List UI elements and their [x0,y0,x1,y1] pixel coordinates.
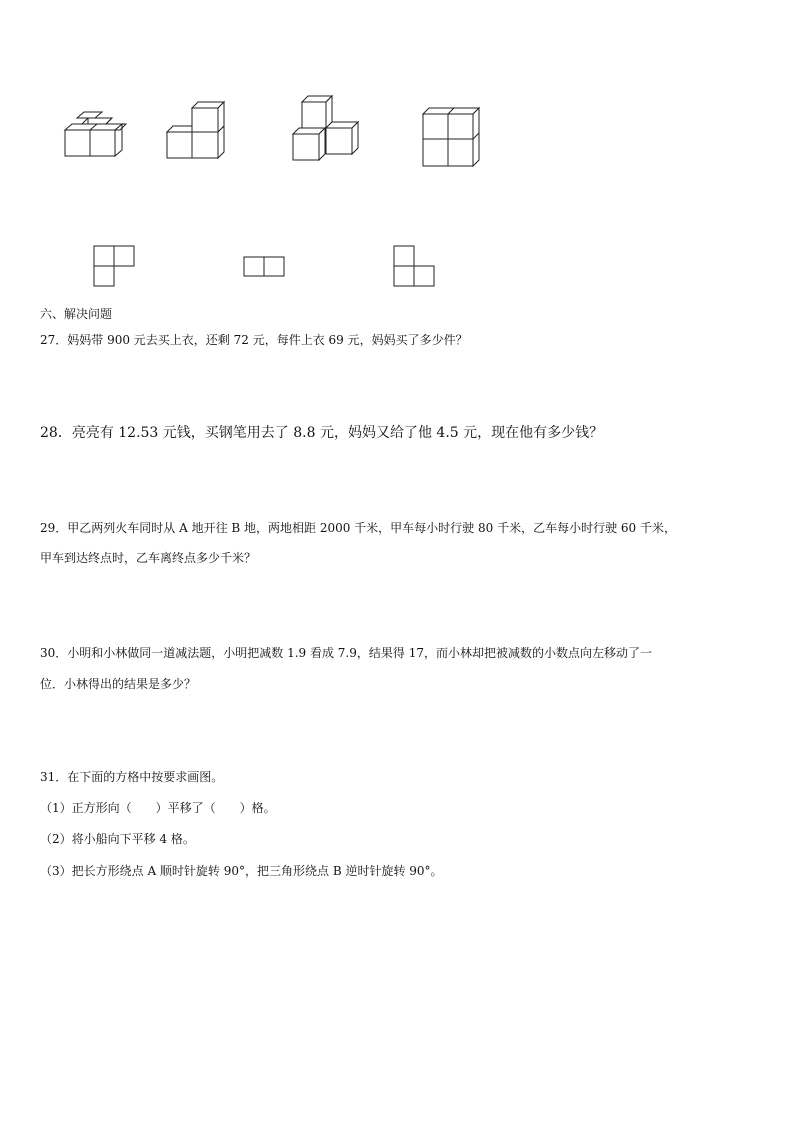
view-figure-2 [243,256,287,278]
view-figure-1 [93,245,137,287]
question-30-line-2: 位．小林得出的结果是多少？ [40,677,197,691]
question-31-sub-1: （1）正方形向（ ）平移了（ ）格。 [40,801,276,815]
question-29 [40,519,676,567]
question-30 [40,644,652,693]
question-29-line-1: 29．甲乙两列火车同时从 A 地开往 B 地，两地相距 2000 千米，甲车每小时行驶 80 千米，乙车每小时行驶 60 千米， [40,521,676,535]
question-31-title: 31．在下面的方格中按要求画图。 [40,770,224,784]
question-28: 28．亮亮有 12.53 元钱，买钢笔用去了 8.8 元，妈妈又给了他 4.5 元，现在他有多少钱？ [40,425,604,441]
question-29-line-2: 甲车到达终点时，乙车离终点多少千米？ [40,551,257,565]
question-31-sub-2: （2）将小船向下平移 4 格。 [40,832,195,846]
cube-figure-3 [288,92,364,164]
cube-figure-4 [418,104,488,170]
question-27: 27．妈妈带 900 元去买上衣，还剩 72 元，每件上衣 69 元，妈妈买了多少件？ [40,333,468,347]
section-title: 六、解决问题 [40,307,113,321]
question-30-line-1: 30．小明和小林做同一道减法题，小明把减数 1.9 看成 7.9，结果得 17，而小林却把被减数的小数点向左移动了一 [40,646,652,660]
view-figure-3 [393,245,437,287]
cube-figure-1 [60,110,130,162]
question-31-sub-3: （3）把长方形绕点 A 顺时针旋转 90°，把三角形绕点 B 逆时针旋转 90°。 [40,864,443,878]
cube-figure-2 [162,98,232,162]
